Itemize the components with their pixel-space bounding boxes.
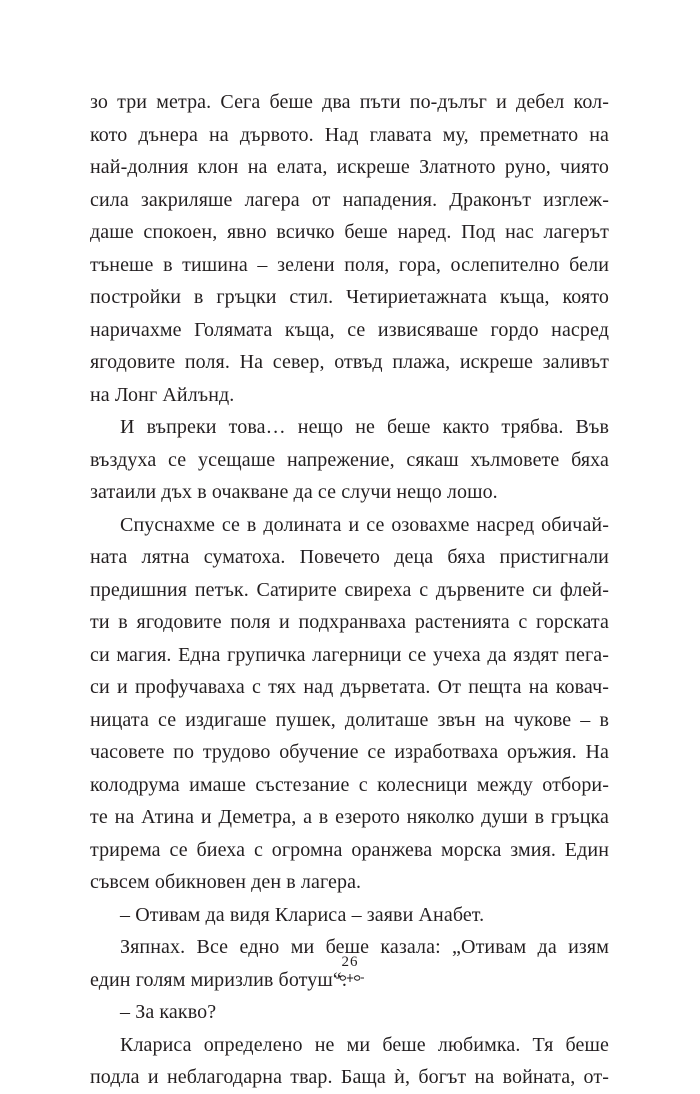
text-line: постройки в гръцки стил. Четириетажната къща, която bbox=[90, 286, 609, 308]
text-line: трирема се биеха с огромна оранжева морска змия. Един bbox=[90, 838, 609, 861]
text-line: си и профучаваха с тях над дърветата. От пещта на ковач- bbox=[90, 676, 609, 698]
text-line: Зяпнах. Все едно ми беше казала: „Отивам да изям bbox=[120, 936, 609, 958]
text-line: наричахме Голямата къща, се извисяваше гордо насред bbox=[90, 318, 609, 341]
text-line: един голям миризлив ботуш“. bbox=[90, 968, 347, 991]
text-line: предишния петък. Сатирите свиреха с дървените си флей- bbox=[90, 578, 609, 601]
text-line: ти в ягодовите поля и подхранваха растенията с горската bbox=[90, 611, 609, 633]
text-line: ницата се издигаше пушек, долиташе звън на чукове – в bbox=[90, 708, 609, 731]
text-line: кото дънера на дървото. Над главата му, преметнато на bbox=[90, 123, 609, 146]
text-line: си магия. Една групичка лагерници се учеха да яздят пега- bbox=[90, 643, 609, 666]
text-line: И въпреки това… нещо не беше както трябва. Във bbox=[120, 416, 609, 438]
text-line: въздуха се усещаше напрежение, сякаш хълмовете бяха bbox=[90, 448, 609, 471]
text-line: – Отивам да видя Клариса – заяви Анабет. bbox=[120, 903, 485, 926]
text-line: подла и неблагодарна твар. Баща ѝ, богът на войната, от- bbox=[90, 1066, 609, 1088]
text-line: те на Атина и Деметра, а в езерото няколко души в гръцка bbox=[90, 806, 609, 828]
text-line: на Лонг Айлънд. bbox=[90, 383, 235, 406]
text-line: Спуснахме се в долината и се озовахме насред обичай- bbox=[120, 513, 609, 536]
text-line: часовете по трудово обучение се изработваха оръжия. На bbox=[90, 741, 609, 763]
page-number: 26 bbox=[341, 954, 359, 970]
text-line: ната лятна суматоха. Повечето деца бяха пристигнали bbox=[90, 546, 609, 568]
decorative-flourish-icon bbox=[334, 973, 366, 983]
text-line: съвсем обикновен ден в лагера. bbox=[90, 871, 362, 893]
text-line: зо три метра. Сега беше два пъти по-дълъг и дебел кол- bbox=[90, 91, 609, 113]
text-line: ягодовите поля. На север, отвъд плажа, искреше заливът bbox=[90, 351, 609, 373]
body-text bbox=[90, 86, 609, 1094]
text-line: даше спокоен, явно всичко беше наред. Под нас лагерът bbox=[90, 221, 609, 243]
text-line: Клариса определено не ми беше любимка. Тя беше bbox=[120, 1033, 609, 1056]
text-line: затаили дъх в очакване да се случи нещо лошо. bbox=[90, 481, 498, 503]
text-line: колодрума имаше състезание с колесници между отбори- bbox=[90, 773, 609, 796]
text-line: тънеше в тишина – зелени поля, гора, ослепително бели bbox=[90, 253, 609, 276]
text-line: – За какво? bbox=[120, 1001, 217, 1023]
text-line: най-долния клон на елата, искреше Златното руно, чиято bbox=[90, 156, 609, 178]
text-line: сила закриляше лагера от нападения. Драконът изглеж- bbox=[90, 188, 609, 211]
